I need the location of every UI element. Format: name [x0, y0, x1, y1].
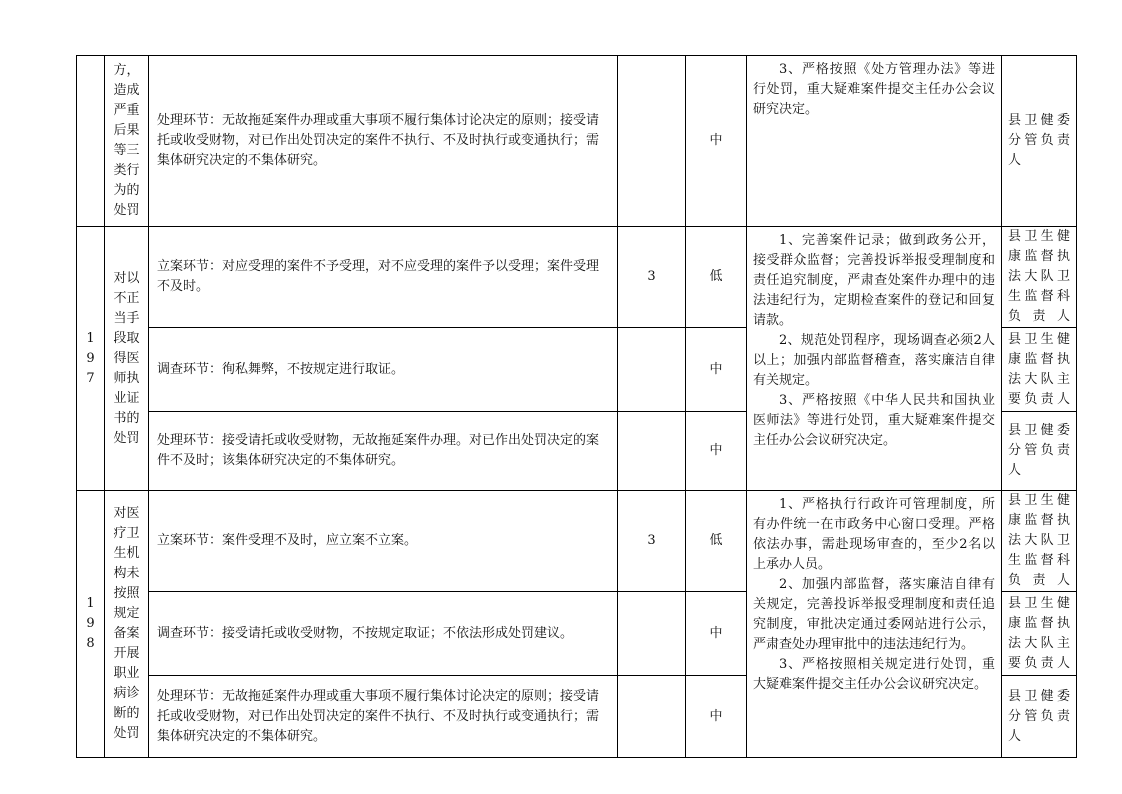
measure-text: 3、严格按照《处方管理办法》等进行处罚，重大疑难案件提交主任办公会议研究决定。 [753, 62, 995, 117]
level-cell [618, 328, 686, 412]
item-cell: 对医疗卫生机构未按照规定备案开展职业病诊断的处罚 [105, 491, 149, 758]
link-cell: 处理环节：无故拖延案件办理或重大事项不履行集体讨论决定的原则；接受请托或收受财物，对已作出处罚决定的案件不执行、不及时执行或变通执行；需集体研究决定的不集体研究。 [149, 676, 618, 758]
number-cell: 198 [77, 491, 105, 758]
table-row [77, 227, 1077, 328]
risk-cell: 低 [686, 491, 747, 592]
risk-cell: 中 [686, 592, 747, 676]
risk-cell: 中 [686, 56, 747, 227]
level-cell: 3 [618, 491, 686, 592]
responsible-cell: 县卫生健康监督执法大队主要负责人 [1002, 328, 1077, 412]
responsible-cell: 县卫健委分管负责人 [1002, 56, 1077, 227]
level-cell [618, 592, 686, 676]
responsible-cell: 县卫生健康监督执法大队主要负责人 [1002, 592, 1077, 676]
measure-text: 1、完善案件记录；做到政务公开，接受群众监督；完善投诉举报受理制度和责任追究制度，严肃查处案件办理中的违法违纪行为，定期检查案件的登记和回复请款。 [753, 233, 995, 328]
responsible-cell: 县卫健委分管负责人 [1002, 676, 1077, 758]
number-cell [77, 56, 105, 227]
measure-text: 1、严格执行行政许可管理制度，所有办件统一在市政务中心窗口受理。严格依法办事，需赴现场审查的，至少2名以上承办人员。 [753, 497, 995, 572]
link-cell: 立案环节：案件受理不及时，应立案不立案。 [149, 491, 618, 592]
link-cell: 调查环节：徇私舞弊，不按规定进行取证。 [149, 328, 618, 412]
risk-table [76, 55, 1077, 758]
responsible-cell: 县卫生健康监督执法大队卫生监督科负责人 [1002, 227, 1077, 328]
item-cell: 对以不正当手段取得医师执业证书的处罚 [105, 227, 149, 491]
responsible-cell: 县卫健委分管负责人 [1002, 412, 1077, 491]
measure-text: 2、加强内部监督，落实廉洁自律有关规定，完善投诉举报受理制度和责任追究制度，审批决定通过委网站进行公示，严肃查处办理审批中的违法违纪行为。 [753, 577, 995, 652]
measure-cell [747, 227, 1002, 491]
risk-cell: 中 [686, 412, 747, 491]
number-cell: 197 [77, 227, 105, 491]
table-row [77, 56, 1077, 227]
link-cell: 调查环节：接受请托或收受财物，不按规定取证；不依法形成处罚建议。 [149, 592, 618, 676]
risk-cell: 中 [686, 328, 747, 412]
level-cell [618, 56, 686, 227]
measure-cell [747, 491, 1002, 758]
risk-cell: 中 [686, 676, 747, 758]
responsible-cell: 县卫生健康监督执法大队卫生监督科负责人 [1002, 491, 1077, 592]
item-cell: 方，造成严重后果等三类行为的处罚 [105, 56, 149, 227]
link-cell: 处理环节：无故拖延案件办理或重大事项不履行集体讨论决定的原则；接受请托或收受财物，对已作出处罚决定的案件不执行、不及时执行或变通执行；需集体研究决定的不集体研究。 [149, 56, 618, 227]
table-row [77, 491, 1077, 592]
risk-cell: 低 [686, 227, 747, 328]
measure-text: 3、严格按照《中华人民共和国执业医师法》等进行处罚，重大疑难案件提交主任办公会议研究决定。 [753, 393, 995, 448]
link-cell: 处理环节：接受请托或收受财物，无故拖延案件办理。对已作出处罚决定的案件不及时；该集体研究决定的不集体研究。 [149, 412, 618, 491]
level-cell [618, 676, 686, 758]
level-cell [618, 412, 686, 491]
measure-text: 2、规范处罚程序，现场调查必须2人以上；加强内部监督稽查，落实廉洁自律有关规定。 [753, 333, 995, 388]
measure-cell [747, 56, 1002, 227]
level-cell: 3 [618, 227, 686, 328]
measure-text: 3、严格按照相关规定进行处罚，重大疑难案件提交主任办公会议研究决定。 [753, 657, 995, 692]
link-cell: 立案环节：对应受理的案件不予受理，对不应受理的案件予以受理；案件受理不及时。 [149, 227, 618, 328]
